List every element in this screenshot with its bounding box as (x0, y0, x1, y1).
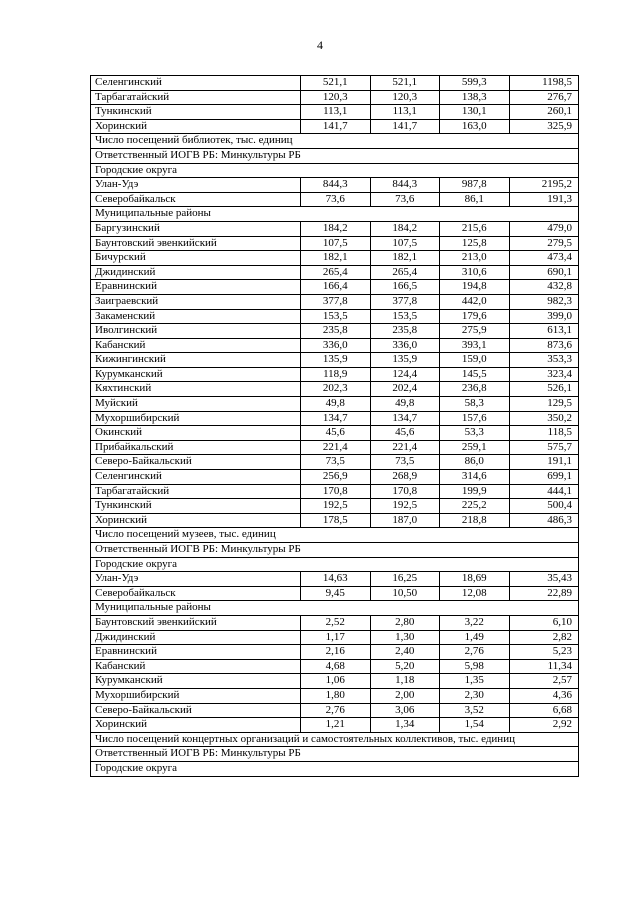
value-cell: 86,0 (440, 455, 510, 470)
value-cell: 6,10 (509, 615, 579, 630)
table-row (91, 455, 579, 470)
value-cell: 5,20 (370, 659, 440, 674)
territory-name: Северобайкальск (91, 586, 301, 601)
value-cell: 377,8 (301, 294, 371, 309)
value-cell: 256,9 (301, 470, 371, 485)
value-cell: 2,92 (509, 718, 579, 733)
value-cell: 599,3 (440, 76, 510, 91)
territory-name: Тарбагатайский (91, 484, 301, 499)
table-row (91, 353, 579, 368)
section-label: Ответственный ИОГВ РБ: Минкультуры РБ (91, 747, 579, 762)
value-cell: 1,21 (301, 718, 371, 733)
section-row (91, 747, 579, 762)
section-row (91, 528, 579, 543)
territory-name: Курумканский (91, 674, 301, 689)
value-cell: 479,0 (509, 221, 579, 236)
value-cell: 22,89 (509, 586, 579, 601)
value-cell: 3,22 (440, 615, 510, 630)
table-row (91, 615, 579, 630)
value-cell: 153,5 (370, 309, 440, 324)
value-cell: 1,17 (301, 630, 371, 645)
table-row (91, 499, 579, 514)
territory-name: Северо-Байкальский (91, 455, 301, 470)
value-cell: 107,5 (370, 236, 440, 251)
value-cell: 192,5 (370, 499, 440, 514)
value-cell: 613,1 (509, 324, 579, 339)
table-row (91, 309, 579, 324)
table-row (91, 338, 579, 353)
page-number: 4 (317, 38, 323, 52)
value-cell: 163,0 (440, 119, 510, 134)
value-cell: 170,8 (301, 484, 371, 499)
table-row (91, 90, 579, 105)
section-label: Ответственный ИОГВ РБ: Минкультуры РБ (91, 148, 579, 163)
value-cell: 14,63 (301, 572, 371, 587)
value-cell: 221,4 (301, 440, 371, 455)
value-cell: 442,0 (440, 294, 510, 309)
value-cell: 4,36 (509, 688, 579, 703)
value-cell: 213,0 (440, 251, 510, 266)
value-cell: 1,34 (370, 718, 440, 733)
value-cell: 260,1 (509, 105, 579, 120)
value-cell: 120,3 (301, 90, 371, 105)
value-cell: 1,49 (440, 630, 510, 645)
territory-name: Мухоршибирский (91, 688, 301, 703)
value-cell: 73,5 (301, 455, 371, 470)
section-row (91, 207, 579, 222)
section-row (91, 557, 579, 572)
value-cell: 12,08 (440, 586, 510, 601)
value-cell: 873,6 (509, 338, 579, 353)
value-cell: 1,35 (440, 674, 510, 689)
value-cell: 432,8 (509, 280, 579, 295)
value-cell: 1198,5 (509, 76, 579, 91)
value-cell: 35,43 (509, 572, 579, 587)
value-cell: 2,40 (370, 645, 440, 660)
territory-name: Иволгинский (91, 324, 301, 339)
territory-name: Улан-Удэ (91, 572, 301, 587)
territory-name: Кабанский (91, 338, 301, 353)
value-cell: 336,0 (301, 338, 371, 353)
value-cell: 350,2 (509, 411, 579, 426)
value-cell: 1,06 (301, 674, 371, 689)
value-cell: 987,8 (440, 178, 510, 193)
value-cell: 10,50 (370, 586, 440, 601)
value-cell: 393,1 (440, 338, 510, 353)
territory-name: Хоринский (91, 513, 301, 528)
table-row (91, 470, 579, 485)
table-body (91, 76, 579, 777)
value-cell: 2195,2 (509, 178, 579, 193)
value-cell: 118,5 (509, 426, 579, 441)
value-cell: 49,8 (301, 397, 371, 412)
value-cell: 184,2 (370, 221, 440, 236)
value-cell: 125,8 (440, 236, 510, 251)
value-cell: 844,3 (301, 178, 371, 193)
value-cell: 134,7 (301, 411, 371, 426)
territory-name: Тункинский (91, 105, 301, 120)
value-cell: 73,5 (370, 455, 440, 470)
territory-name: Селенгинский (91, 76, 301, 91)
value-cell: 113,1 (301, 105, 371, 120)
value-cell: 191,3 (509, 192, 579, 207)
value-cell: 1,54 (440, 718, 510, 733)
value-cell: 182,1 (301, 251, 371, 266)
value-cell: 120,3 (370, 90, 440, 105)
territory-name: Еравнинский (91, 645, 301, 660)
value-cell: 166,4 (301, 280, 371, 295)
value-cell: 699,1 (509, 470, 579, 485)
territory-name: Прибайкальский (91, 440, 301, 455)
table-row (91, 265, 579, 280)
section-label: Городские округа (91, 557, 579, 572)
value-cell: 73,6 (370, 192, 440, 207)
table-row (91, 484, 579, 499)
value-cell: 377,8 (370, 294, 440, 309)
value-cell: 1,30 (370, 630, 440, 645)
value-cell: 6,68 (509, 703, 579, 718)
value-cell: 3,06 (370, 703, 440, 718)
territory-name: Хоринский (91, 718, 301, 733)
value-cell: 130,1 (440, 105, 510, 120)
table-row (91, 440, 579, 455)
value-cell: 275,9 (440, 324, 510, 339)
value-cell: 159,0 (440, 353, 510, 368)
table-row (91, 674, 579, 689)
value-cell: 157,6 (440, 411, 510, 426)
value-cell: 1,18 (370, 674, 440, 689)
table-row (91, 367, 579, 382)
territory-name: Баунтовский эвенкийский (91, 236, 301, 251)
value-cell: 336,0 (370, 338, 440, 353)
territory-name: Северо-Байкальский (91, 703, 301, 718)
value-cell: 2,76 (440, 645, 510, 660)
value-cell: 399,0 (509, 309, 579, 324)
table-row (91, 718, 579, 733)
table-row (91, 630, 579, 645)
value-cell: 215,6 (440, 221, 510, 236)
value-cell: 182,1 (370, 251, 440, 266)
value-cell: 191,1 (509, 455, 579, 470)
value-cell: 5,98 (440, 659, 510, 674)
value-cell: 2,16 (301, 645, 371, 660)
section-label: Число посещений музеев, тыс. единиц (91, 528, 579, 543)
value-cell: 73,6 (301, 192, 371, 207)
value-cell: 279,5 (509, 236, 579, 251)
table-row (91, 659, 579, 674)
table-row (91, 572, 579, 587)
value-cell: 58,3 (440, 397, 510, 412)
value-cell: 4,68 (301, 659, 371, 674)
value-cell: 141,7 (301, 119, 371, 134)
value-cell: 5,23 (509, 645, 579, 660)
territory-name: Кижингинский (91, 353, 301, 368)
value-cell: 2,80 (370, 615, 440, 630)
value-cell: 170,8 (370, 484, 440, 499)
value-cell: 129,5 (509, 397, 579, 412)
territory-name: Закаменский (91, 309, 301, 324)
value-cell: 9,45 (301, 586, 371, 601)
section-row (91, 601, 579, 616)
section-label: Городские округа (91, 163, 579, 178)
value-cell: 11,34 (509, 659, 579, 674)
value-cell: 153,5 (301, 309, 371, 324)
territory-name: Баргузинский (91, 221, 301, 236)
value-cell: 310,6 (440, 265, 510, 280)
territory-name: Мухоршибирский (91, 411, 301, 426)
value-cell: 1,80 (301, 688, 371, 703)
value-cell: 141,7 (370, 119, 440, 134)
value-cell: 268,9 (370, 470, 440, 485)
value-cell: 2,30 (440, 688, 510, 703)
value-cell: 194,8 (440, 280, 510, 295)
section-label: Число посещений концертных организаций и самостоятельных коллективов, тыс. единиц (91, 732, 579, 747)
table-row (91, 411, 579, 426)
table-row (91, 192, 579, 207)
value-cell: 138,3 (440, 90, 510, 105)
table-row (91, 251, 579, 266)
territory-name: Кяхтинский (91, 382, 301, 397)
territory-name: Еравнинский (91, 280, 301, 295)
value-cell: 53,3 (440, 426, 510, 441)
table-row (91, 703, 579, 718)
value-cell: 325,9 (509, 119, 579, 134)
table-row (91, 382, 579, 397)
value-cell: 2,76 (301, 703, 371, 718)
value-cell: 221,4 (370, 440, 440, 455)
territory-name: Северобайкальск (91, 192, 301, 207)
value-cell: 314,6 (440, 470, 510, 485)
territory-name: Заиграевский (91, 294, 301, 309)
value-cell: 276,7 (509, 90, 579, 105)
value-cell: 3,52 (440, 703, 510, 718)
table-row (91, 221, 579, 236)
value-cell: 86,1 (440, 192, 510, 207)
value-cell: 45,6 (301, 426, 371, 441)
value-cell: 113,1 (370, 105, 440, 120)
value-cell: 690,1 (509, 265, 579, 280)
territory-name: Баунтовский эвенкийский (91, 615, 301, 630)
value-cell: 521,1 (370, 76, 440, 91)
section-label: Ответственный ИОГВ РБ: Минкультуры РБ (91, 543, 579, 558)
value-cell: 178,5 (301, 513, 371, 528)
value-cell: 235,8 (370, 324, 440, 339)
table-row (91, 586, 579, 601)
value-cell: 473,4 (509, 251, 579, 266)
table-row (91, 119, 579, 134)
value-cell: 2,00 (370, 688, 440, 703)
value-cell: 179,6 (440, 309, 510, 324)
territory-name: Бичурский (91, 251, 301, 266)
territory-name: Муйский (91, 397, 301, 412)
territory-name: Кабанский (91, 659, 301, 674)
table-row (91, 645, 579, 660)
value-cell: 134,7 (370, 411, 440, 426)
section-row (91, 163, 579, 178)
territory-name: Окинский (91, 426, 301, 441)
section-label: Муниципальные районы (91, 207, 579, 222)
territory-name: Тункинский (91, 499, 301, 514)
value-cell: 16,25 (370, 572, 440, 587)
table-row (91, 397, 579, 412)
table-row (91, 105, 579, 120)
value-cell: 265,4 (301, 265, 371, 280)
value-cell: 45,6 (370, 426, 440, 441)
table-row (91, 426, 579, 441)
territory-name: Джидинский (91, 630, 301, 645)
value-cell: 187,0 (370, 513, 440, 528)
territory-name: Селенгинский (91, 470, 301, 485)
value-cell: 2,82 (509, 630, 579, 645)
value-cell: 49,8 (370, 397, 440, 412)
section-row (91, 732, 579, 747)
value-cell: 199,9 (440, 484, 510, 499)
value-cell: 500,4 (509, 499, 579, 514)
value-cell: 236,8 (440, 382, 510, 397)
section-row (91, 134, 579, 149)
table-row (91, 324, 579, 339)
value-cell: 166,5 (370, 280, 440, 295)
value-cell: 145,5 (440, 367, 510, 382)
section-row (91, 761, 579, 776)
value-cell: 107,5 (301, 236, 371, 251)
value-cell: 575,7 (509, 440, 579, 455)
value-cell: 444,1 (509, 484, 579, 499)
value-cell: 118,9 (301, 367, 371, 382)
territory-name: Курумканский (91, 367, 301, 382)
table-row (91, 236, 579, 251)
section-label: Городские округа (91, 761, 579, 776)
table-row (91, 688, 579, 703)
value-cell: 225,2 (440, 499, 510, 514)
value-cell: 135,9 (301, 353, 371, 368)
territory-name: Улан-Удэ (91, 178, 301, 193)
value-cell: 526,1 (509, 382, 579, 397)
indicator-table (90, 75, 579, 777)
value-cell: 265,4 (370, 265, 440, 280)
value-cell: 192,5 (301, 499, 371, 514)
value-cell: 844,3 (370, 178, 440, 193)
value-cell: 184,2 (301, 221, 371, 236)
value-cell: 259,1 (440, 440, 510, 455)
value-cell: 202,4 (370, 382, 440, 397)
value-cell: 18,69 (440, 572, 510, 587)
section-row (91, 148, 579, 163)
value-cell: 323,4 (509, 367, 579, 382)
value-cell: 124,4 (370, 367, 440, 382)
table-row (91, 280, 579, 295)
table-row (91, 178, 579, 193)
value-cell: 982,3 (509, 294, 579, 309)
section-label: Муниципальные районы (91, 601, 579, 616)
value-cell: 235,8 (301, 324, 371, 339)
value-cell: 2,52 (301, 615, 371, 630)
value-cell: 353,3 (509, 353, 579, 368)
value-cell: 521,1 (301, 76, 371, 91)
value-cell: 2,57 (509, 674, 579, 689)
value-cell: 486,3 (509, 513, 579, 528)
value-cell: 135,9 (370, 353, 440, 368)
value-cell: 202,3 (301, 382, 371, 397)
table-row (91, 76, 579, 91)
section-label: Число посещений библиотек, тыс. единиц (91, 134, 579, 149)
territory-name: Хоринский (91, 119, 301, 134)
table-row (91, 294, 579, 309)
section-row (91, 543, 579, 558)
territory-name: Тарбагатайский (91, 90, 301, 105)
territory-name: Джидинский (91, 265, 301, 280)
table-row (91, 513, 579, 528)
value-cell: 218,8 (440, 513, 510, 528)
